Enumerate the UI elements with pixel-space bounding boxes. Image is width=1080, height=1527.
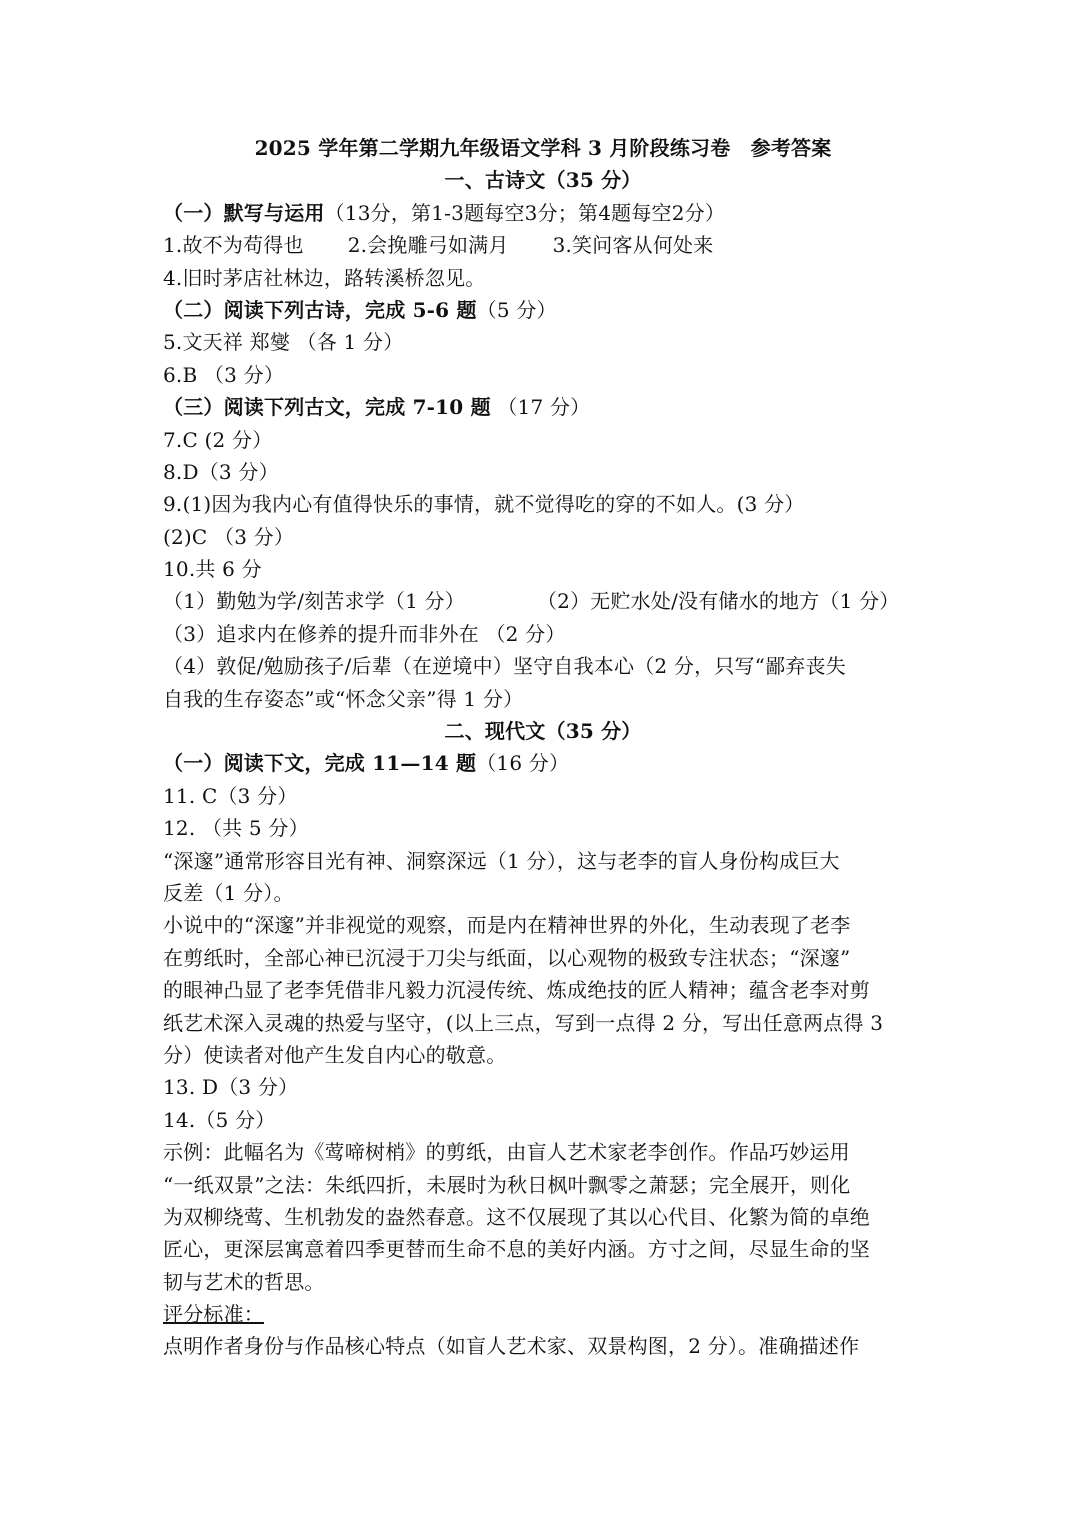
answer-3: 3.笑问客从何处来 (552, 233, 714, 258)
grading-criteria-label-row (163, 1298, 923, 1330)
answer-2: 2.会挽雕弓如满月 (347, 233, 509, 258)
document-title: 2025 学年第二学期九年级语文学科 3 月阶段练习卷 参考答案 (254, 136, 832, 160)
part-heading-modern-reading (163, 747, 923, 779)
answer-10: 10.共 6 分 (163, 557, 262, 582)
answer-13: 13. D（3 分） (163, 1075, 299, 1100)
grading-criteria-line-1: 点明作者身份与作品核心特点（如盲人艺术家、双景构图，2 分）。准确描述作 (163, 1334, 860, 1359)
part-heading-note: （16 分） (476, 751, 570, 776)
answer-14-line-4: 匠心，更深层寓意着四季更替而生命不息的美好内涵。方寸之间，尽显生命的坚 (163, 1237, 870, 1262)
part-heading-text: （一）默写与运用 (163, 200, 325, 225)
document-body (163, 132, 923, 1363)
section-heading-modern: 二、现代文（35 分） (444, 719, 642, 744)
answer-5: 5.文天祥 郑燮 （各 1 分） (163, 330, 404, 355)
answer-10-1: （1）勤勉为学/刻苦求学（1 分） (163, 589, 465, 614)
answer-12-paragraph-1-line-1: “深邃”通常形容目光有神、洞察深远（1 分），这与老李的盲人身份构成巨大 (163, 848, 840, 873)
answer-9-2: (2)C （3 分） (163, 524, 295, 549)
answer-12-paragraph-2-line-2: 在剪纸时，全部心神已沉浸于刀尖与纸面，以心观物的极致专注状态；“深邃” (163, 945, 851, 970)
answer-4: 4.旧时茅店社林边，路转溪桥忽见。 (163, 265, 486, 290)
answer-12-paragraph-1-line-2: 反差（1 分）。 (163, 880, 294, 905)
part-heading-poem (163, 294, 923, 326)
answer-10-4-line-1: （4）敦促/勉励孩子/后辈（在逆境中）坚守自我本心（2 分，只写“鄙弃丧失 (163, 654, 846, 679)
answer-14-line-1: 示例：此幅名为《莺啼树梢》的剪纸，由盲人艺术家老李创作。作品巧妙运用 (163, 1140, 850, 1165)
answer-14-line-2: “一纸双景”之法：朱纸四折，未展时为秋日枫叶飘零之萧瑟；完全展开，则化 (163, 1172, 851, 1197)
answer-6: 6.B （3 分） (163, 362, 285, 387)
answer-8: 8.D（3 分） (163, 459, 279, 484)
answer-14: 14.（5 分） (163, 1107, 276, 1132)
part-heading-prose (163, 391, 923, 423)
part-heading-text: （二）阅读下列古诗，完成 5-6 题 (163, 297, 477, 322)
part-heading-note: （5 分） (476, 297, 557, 322)
answer-10-4-line-2: 自我的生存姿态”或“怀念父亲”得 1 分） (163, 686, 524, 711)
answer-1: 1.故不为苟得也 (163, 233, 304, 258)
answer-7: 7.C (2 分） (163, 427, 273, 452)
part-heading-dictation (163, 197, 923, 229)
part-heading-note: （13分，第1-3题每空3分；第4题每空2分） (324, 200, 726, 225)
part-heading-note: （17 分） (490, 395, 591, 420)
answer-11: 11. C（3 分） (163, 783, 298, 808)
grading-criteria-label: 评分标准： (163, 1302, 264, 1327)
answer-10-2: （2）无贮水处/没有储水的地方（1 分） (536, 589, 900, 614)
answer-10-3: （3）追求内在修养的提升而非外在 （2 分） (163, 621, 566, 646)
answer-14-line-3: 为双柳绕莺、生机勃发的盎然春意。这不仅展现了其以心代目、化繁为简的卓绝 (163, 1204, 870, 1229)
answer-row-1-3 (163, 229, 923, 261)
part-heading-text: （一）阅读下文，完成 11—14 题 (163, 751, 477, 776)
part-heading-text: （三）阅读下列古文，完成 7-10 题 (163, 395, 491, 420)
answer-12-paragraph-2-line-3: 的眼神凸显了老李凭借非凡毅力沉浸传统、炼成绝技的匠人精神；蕴含老李对剪 (163, 978, 870, 1003)
answer-10-row-1-2 (163, 585, 923, 617)
answer-12-paragraph-2-line-1: 小说中的“深邃”并非视觉的观察，而是内在精神世界的外化，生动表现了老李 (163, 913, 851, 938)
answer-12: 12. （共 5 分） (163, 816, 309, 841)
answer-12-paragraph-2-line-5: 分）使读者对他产生发自内心的敬意。 (163, 1042, 507, 1067)
answer-9-1: 9.(1)因为我内心有值得快乐的事情，就不觉得吃的穿的不如人。(3 分） (163, 492, 805, 517)
section-heading-classical: 一、古诗文（35 分） (444, 168, 642, 193)
answer-12-paragraph-2-line-4: 纸艺术深入灵魂的热爱与坚守，(以上三点，写到一点得 2 分，写出任意两点得 3 (163, 1010, 884, 1035)
answer-14-line-5: 韧与艺术的哲思。 (163, 1269, 325, 1294)
